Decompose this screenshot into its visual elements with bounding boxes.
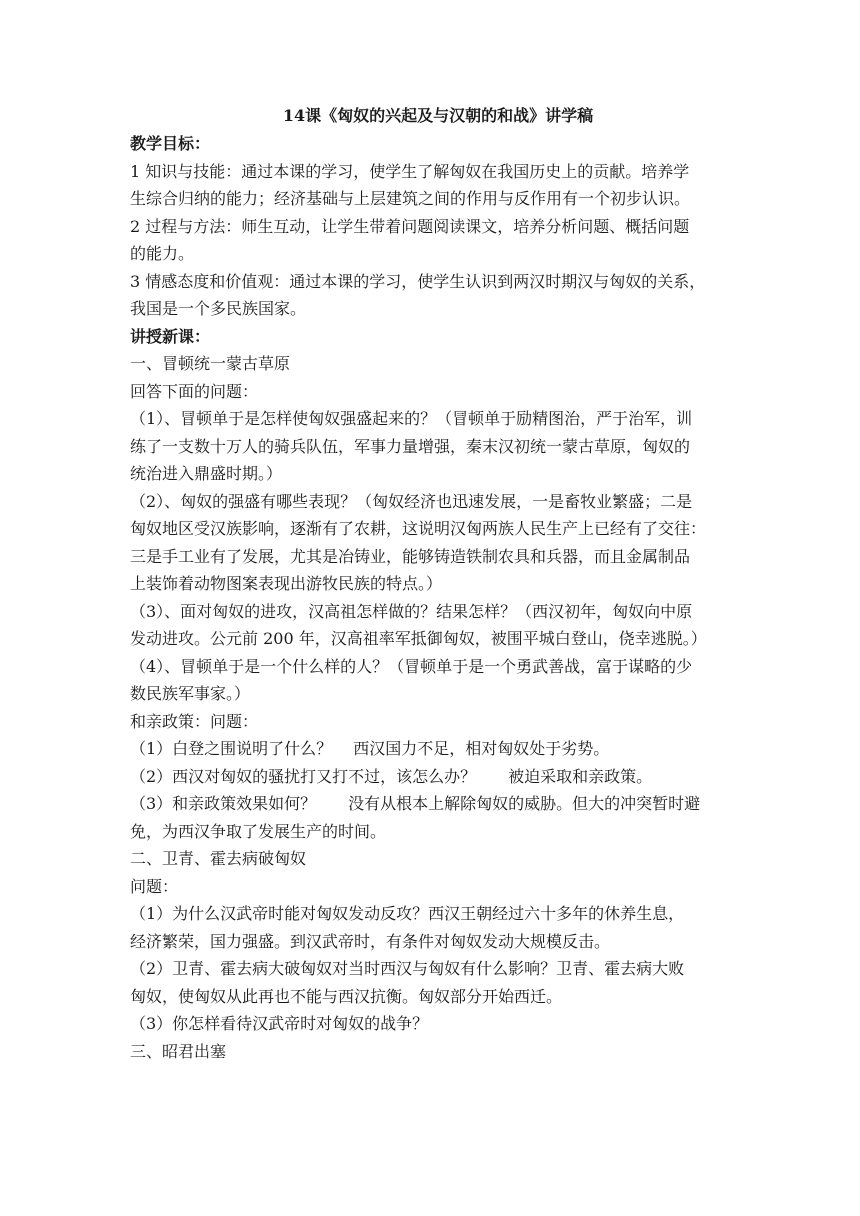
text-line: （3）你怎样看待汉武帝时对匈奴的战争？ [130, 1014, 429, 1033]
text-line: （2）卫青、霍去病大破匈奴对当时西汉与匈奴有什么影响？卫青、霍去病大败 [130, 959, 685, 978]
text-line: 一、冒顿统一蒙古草原 [130, 354, 291, 373]
text-line: （3）和亲政策效果如何？ 没有从根本上解除匈奴的威胁。但大的冲突暂时避 [130, 794, 701, 813]
document-body [130, 101, 746, 1065]
text-line: 发动进攻。公元前 200 年，汉高祖率军抵御匈奴，被围平城白登山，侥幸逃脱。） [130, 629, 707, 648]
text-line: 三、昭君出塞 [130, 1041, 227, 1061]
text-line: 数民族军事家。） [130, 684, 251, 703]
text-line: 上装饰着动物图案表现出游牧民族的特点。） [130, 574, 443, 593]
text-line: （3）、面对匈奴的进攻，汉高祖怎样做的？结果怎样？（西汉初年，匈奴向中原 [130, 601, 693, 621]
text-line: （2）、匈奴的强盛有哪些表现？（匈奴经济也迅速发展，一是畜牧业繁盛；二是 [130, 491, 693, 511]
document-title: 14课《匈奴的兴起及与汉朝的和战》讲学稿 [282, 106, 594, 125]
text-line: 1 知识与技能：通过本课的学习，使学生了解匈奴在我国历史上的贡献。培养学 [130, 161, 690, 181]
text-line: 2 过程与方法：师生互动，让学生带着问题阅读课文，培养分析问题、概括问题 [130, 216, 690, 236]
text-line: （1）白登之围说明了什么？ 西汉国力不足，相对匈奴处于劣势。 [130, 739, 610, 758]
text-line: 回答下面的问题： [130, 381, 259, 401]
text-line: 和亲政策：问题： [130, 711, 259, 731]
text-line: 讲授新课： [130, 326, 211, 346]
text-line: 生综合归纳的能力；经济基础与上层建筑之间的作用与反作用有一个初步认识。 [130, 189, 691, 208]
text-line: 的能力。 [130, 244, 195, 263]
text-line: 经济繁荣，国力强盛。到汉武帝时，有条件对匈奴发动大规模反击。 [130, 931, 611, 951]
text-line: 匈奴地区受汉族影响，逐渐有了农耕，这说明汉匈两族人民生产上已经有了交往： [130, 519, 707, 538]
text-line: 三是手工业有了发展，尤其是冶铸业，能够铸造铁制农具和兵器，而且金属制品 [130, 546, 691, 566]
text-line: 练了一支数十万人的骑兵队伍，军事力量增强，秦末汉初统一蒙古草原，匈奴的 [130, 436, 691, 456]
text-line: 匈奴，使匈奴从此再也不能与西汉抗衡。匈奴部分开始西迁。 [130, 986, 563, 1006]
text-line: 二、卫青、霍去病破匈奴 [130, 849, 307, 868]
text-line: 我国是一个多民族国家。 [130, 299, 307, 318]
text-line: （1）、冒顿单于是怎样使匈奴强盛起来的？（冒顿单于励精图治，严于治军，训 [130, 409, 693, 428]
text-line: （2）西汉对匈奴的骚扰打又打不过，该怎么办？ 被迫采取和亲政策。 [130, 766, 653, 786]
document-lines [130, 130, 746, 1065]
text-line: （1）为什么汉武帝时能对匈奴发动反攻？西汉王朝经过六十多年的休养生息， [130, 904, 685, 923]
text-line: 3 情感态度和价值观：通过本课的学习，使学生认识到两汉时期汉与匈奴的关系， [130, 271, 706, 291]
text-line: 统治进入鼎盛时期。） [130, 464, 283, 483]
text-line: （4）、冒顿单于是一个什么样的人？（冒顿单于是一个勇武善战，富于谋略的少 [130, 656, 693, 676]
text-line: 教学目标： [130, 134, 211, 153]
text-line: 问题： [130, 876, 179, 896]
text-line: 免，为西汉争取了发展生产的时间。 [130, 821, 387, 841]
